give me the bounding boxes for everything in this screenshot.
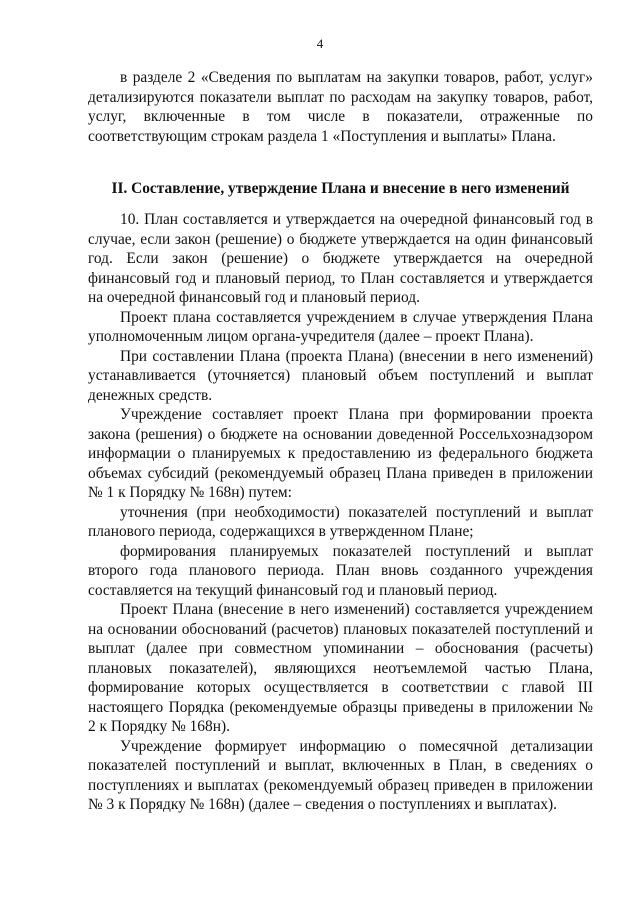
body-text: [88, 210, 593, 815]
intro-paragraph: в разделе 2 «Сведения по выплатам на закупки товаров, работ, услуг» детализируются показатели выплат по расходам на закупку товаров, работ, услуг, включенные в том числе в показатели, отраженные по соответствующим строкам раздела 1 «Поступления и выплаты» Плана.: [88, 69, 593, 145]
paragraph: При составлении Плана (проекта Плана) (внесении в него изменений) устанавливается (уточняется) плановый объем поступлений и выплат денежных средств.: [88, 347, 593, 404]
intro-block: [88, 68, 593, 146]
paragraph: Проект Плана (внесение в него изменений) составляется учреждением на основании обоснований (расчетов) плановых показателей поступлений и выплат (далее при совместном упоминании – обоснования (расчеты) плановых показателей), являющихся неотъемлемой частью Плана, формирование которых осуществляется в соответствии с главой III настоящего Порядка (рекомендуемые образцы приведены в приложении № 2 к Порядку № 168н).: [88, 601, 593, 735]
paragraph: Учреждение составляет проект Плана при формировании проекта закона (решения) о бюджете на основании доведенной Россельхознадзором информации о планируемых к предоставлению из федерального бюджета объемах субсидий (рекомендуемый образец Плана приведен в приложении № 1 к Порядку № 168н) путем:: [88, 406, 593, 501]
paragraph: уточнения (при необходимости) показателей поступлений и выплат планового периода, содержащихся в утвержденном Плане;: [88, 503, 593, 540]
section-heading: II. Составление, утверждение Плана и внесение в него изменений: [111, 180, 570, 197]
paragraph: формирования планируемых показателей поступлений и выплат второго года планового периода. План вновь созданного учреждения составляется на текущий финансовый год и плановый период.: [88, 542, 593, 599]
paragraph: 10. План составляется и утверждается на очередной финансовый год в случае, если закон (решение) о бюджете утверждается на один финансовый год. Если закон (решение) о бюджете утверждается на очередной финансовый год и плановый период, то План составляется и утверждается на очередной финансовый год и плановый период.: [88, 211, 593, 306]
page-number: 4: [316, 36, 324, 51]
paragraph: Проект плана составляется учреждением в случае утверждения Плана уполномоченным лицом органа-учредителя (далее – проект Плана).: [88, 308, 593, 345]
paragraph: Учреждение формирует информацию о помесячной детализации показателей поступлений и выплат, включенных в План, в сведениях о поступлениях и выплатах (рекомендуемый образец приведен в приложении № 3 к Порядку № 168н) (далее – сведения о поступлениях и выплатах).: [88, 737, 593, 813]
